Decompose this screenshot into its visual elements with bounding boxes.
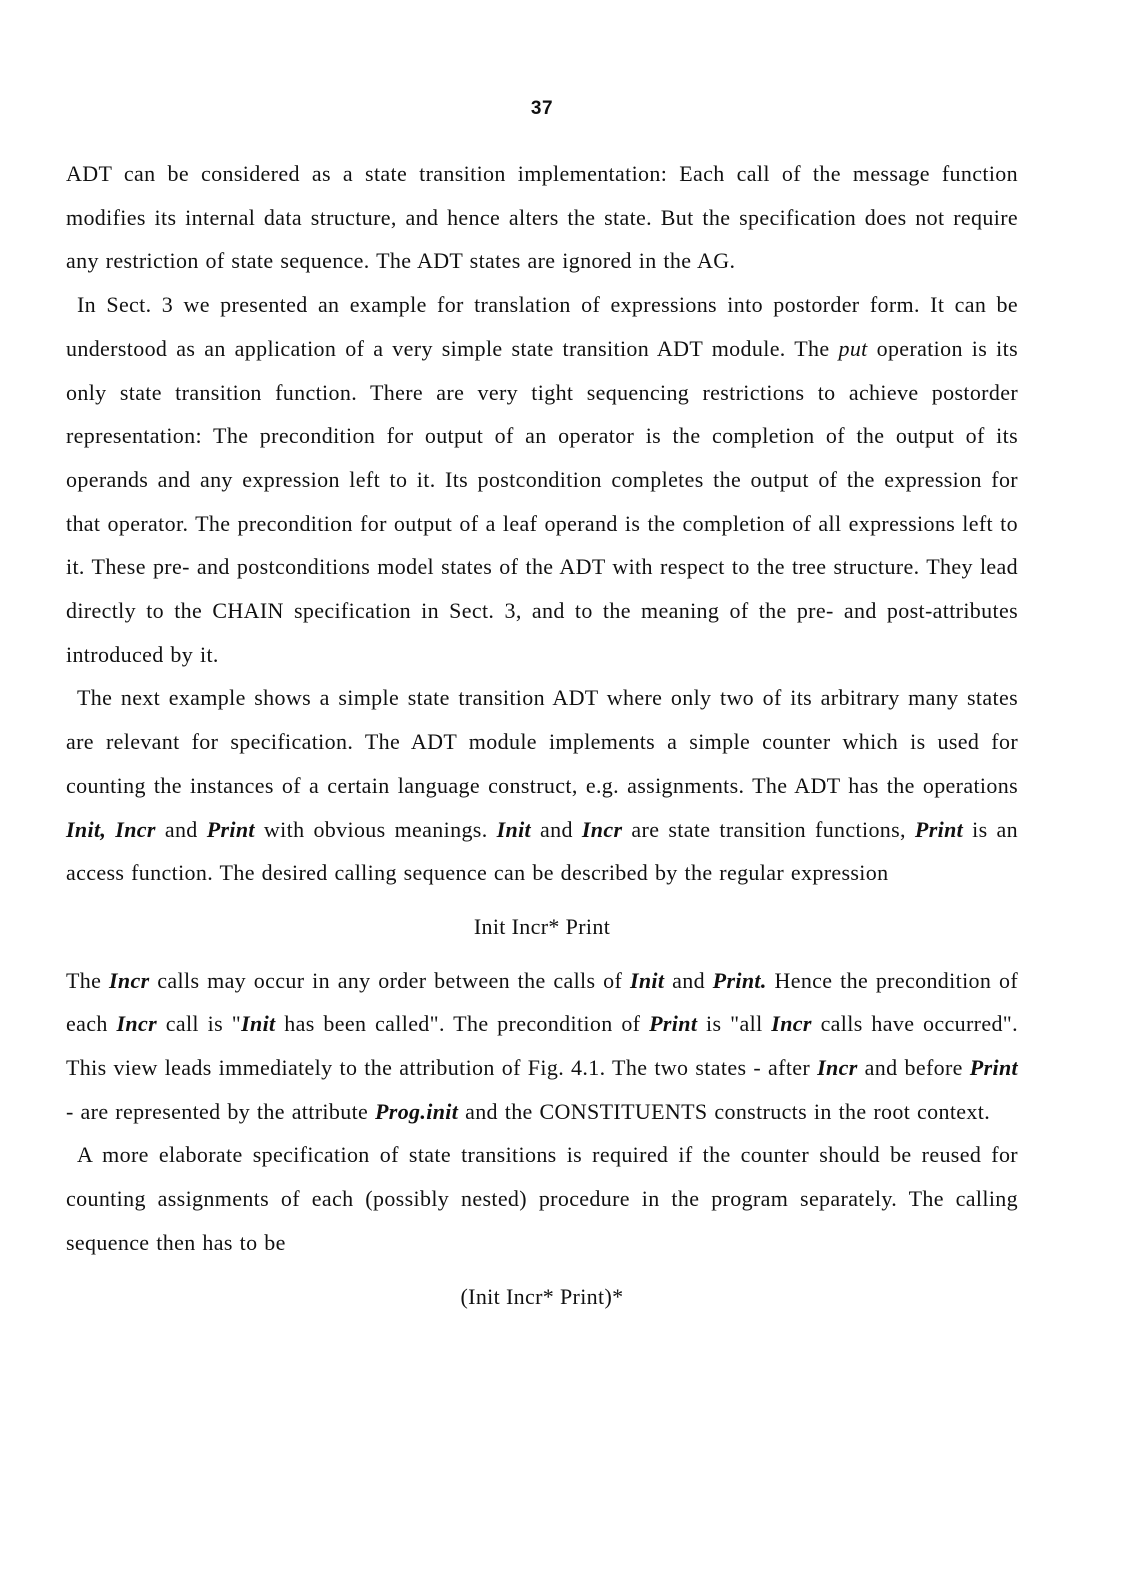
term-init: Init xyxy=(241,1011,276,1037)
paragraph-text: ADT can be considered as a state transition implementation: Each call of the message function modifies its internal data structure, and hence alters the state. But the specification does not require any restriction of state sequence. The ADT states are ignored in the AG. xyxy=(66,161,1018,274)
text-run: and before xyxy=(857,1055,970,1081)
term-print: Print. xyxy=(712,967,767,993)
text-run: are state transition functions, xyxy=(622,816,915,842)
term-incr: Incr xyxy=(771,1011,812,1037)
text-run: The xyxy=(66,967,110,993)
paragraph-counter-example xyxy=(66,676,1018,895)
text-run: calls may occur in any order between the calls of xyxy=(149,967,630,993)
term-print: Print xyxy=(206,816,255,842)
term-incr: Incr xyxy=(817,1055,858,1081)
text-run: has been called". The precondition of xyxy=(275,1011,650,1037)
term-print: Print xyxy=(914,816,964,842)
text-run: Hence the precondition of each xyxy=(66,967,1019,1037)
term-print: Print xyxy=(649,1011,698,1037)
term-incr: Incr xyxy=(116,1011,157,1037)
text-run: and the CONSTITUENTS constructs in the root context. xyxy=(458,1098,991,1124)
text-run: calls have occurred". This view leads immediately to the attribution of Fig. 4.1. The two states - after xyxy=(66,1011,1018,1081)
term-incr: Incr xyxy=(115,816,156,842)
paragraph-adt-state-transition xyxy=(66,152,1018,283)
paragraph-elaborate-specification xyxy=(66,1133,1018,1264)
body-text xyxy=(66,152,1018,1318)
text-run: operation is its only state transition function. There are very tight sequencing restrictions to achieve postorder representation: The precondition for output of an operator is the completion of the output of its operands and any expression left to it. Its postcondition completes the output of the expression for that operator. The precondition for output of a leaf operand is the completion of all expressions left to it. These pre- and postconditions model states of the ADT with respect to the tree structure. They lead directly to the CHAIN specification in Sect. 3, and to the meaning of the pre- and post-attributes introduced by it. xyxy=(66,335,1018,667)
text-run: and xyxy=(155,816,207,842)
paragraph-postorder-example xyxy=(66,283,1018,676)
text-run: and xyxy=(664,967,713,993)
document-page xyxy=(66,0,1018,1587)
term-init: Init, xyxy=(66,816,107,842)
term-put: put xyxy=(838,335,868,361)
term-prog-init: Prog.init xyxy=(375,1098,459,1124)
page-number: 37 xyxy=(530,98,554,119)
term-init: Init xyxy=(496,816,531,842)
term-print: Print xyxy=(969,1055,1019,1081)
text-run: is "all xyxy=(697,1011,772,1037)
text-run: - are represented by the attribute xyxy=(66,1098,375,1124)
paragraph-text: A more elaborate specification of state transitions is required if the counter should be reused for counting assignments of each (possibly nested) procedure in the program separately. The calling sequence then has to be xyxy=(66,1142,1018,1255)
regular-expression-nested: (Init Incr* Print)* xyxy=(460,1283,624,1309)
term-incr: Incr xyxy=(109,967,150,993)
regular-expression-simple: Init Incr* Print xyxy=(473,913,611,939)
paragraph-incr-calls xyxy=(66,959,1018,1134)
term-incr: Incr xyxy=(581,816,623,842)
text-run: In Sect. 3 we presented an example for translation of expressions into postorder form. It can be understood as an application of a very simple state transition ADT module. The xyxy=(66,292,1018,361)
text-run: call is " xyxy=(156,1011,242,1037)
term-init: Init xyxy=(629,967,665,993)
text-run: with obvious meanings. xyxy=(254,816,497,842)
text-run: is an access function. The desired calling sequence can be described by the regular expression xyxy=(66,816,1019,886)
text-run xyxy=(106,817,115,842)
text-run: and xyxy=(531,816,582,842)
text-run: The next example shows a simple state transition ADT where only two of its arbitrary many states are relevant for specification. The ADT module implements a simple counter which is used for counting the instances of a certain language construct, e.g. assignments. The ADT has the operations xyxy=(66,685,1018,798)
